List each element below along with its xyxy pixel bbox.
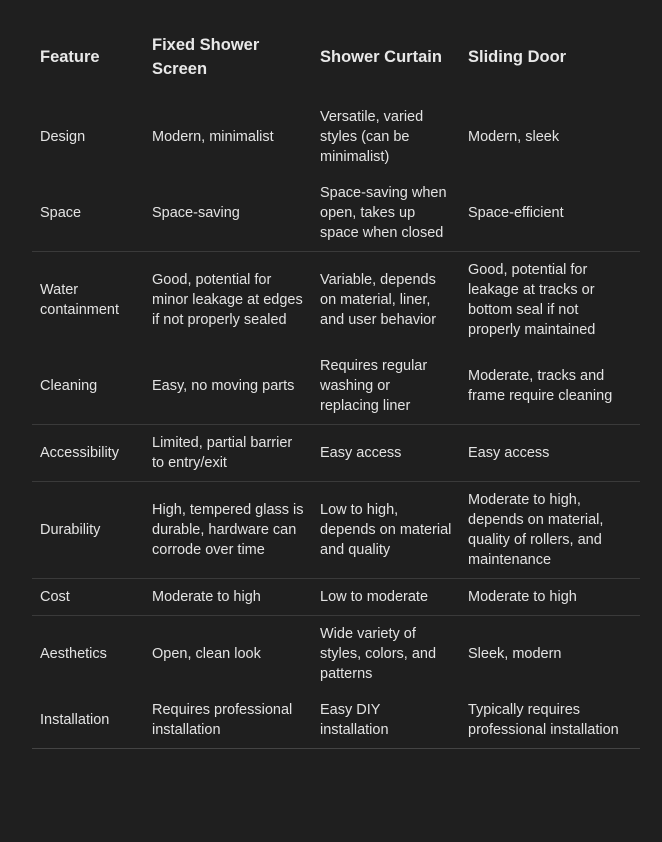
table-cell: Easy, no moving parts: [144, 348, 312, 425]
table-cell: Moderate to high: [460, 579, 640, 616]
row-label-cell: Cost: [32, 579, 144, 616]
table-cell: Open, clean look: [152, 646, 261, 662]
column-header-sliding-door: Sliding Door: [468, 48, 567, 66]
table-cell: Good, potential for minor leakage at edges if not properly sealed: [152, 272, 303, 328]
table-row: [32, 482, 640, 579]
row-label-cell: Space: [32, 175, 144, 252]
table-row: [32, 348, 640, 425]
row-label-cell: Accessibility: [32, 425, 144, 482]
comparison-table: [32, 22, 640, 749]
table-cell: Space-saving when open, takes up space when closed: [312, 175, 460, 252]
table-cell: Low to high, depends on material and quality: [312, 482, 460, 579]
table-cell: Space-saving: [144, 175, 312, 252]
row-label-cell: Cleaning: [32, 348, 144, 425]
table-cell: Moderate to high, depends on material, quality of rollers, and maintenance: [460, 482, 640, 579]
row-label-cell: Durability: [32, 482, 144, 579]
table-cell: Modern, sleek: [468, 129, 560, 145]
row-label-cell: Installation: [32, 692, 144, 749]
table-row: [32, 99, 640, 175]
table-cell: Modern, minimalist: [152, 129, 274, 145]
table-cell: Easy access: [312, 425, 460, 482]
table-cell: Space-efficient: [460, 175, 640, 252]
table-cell: Limited, partial barrier to entry/exit: [144, 425, 312, 482]
table-cell: Moderate to high: [144, 579, 312, 616]
table-cell: Wide variety of styles, colors, and patterns: [320, 626, 437, 682]
table-header-row: [32, 22, 640, 99]
table-cell: Requires professional installation: [144, 692, 312, 749]
table-cell: Moderate, tracks and frame require cleaning: [460, 348, 640, 425]
table-cell: Good, potential for leakage at tracks or bottom seal if not properly maintained: [468, 262, 596, 338]
table-cell: Variable, depends on material, liner, and user behavior: [320, 272, 437, 328]
table-cell: Easy access: [460, 425, 640, 482]
row-label-cell: Water containment: [40, 282, 119, 318]
column-header-fixed-shower-screen: Fixed Shower Screen: [152, 36, 260, 78]
row-label-cell: Design: [40, 129, 86, 145]
row-label-cell: Aesthetics: [40, 646, 107, 662]
table-row: [32, 425, 640, 482]
table-row: [32, 692, 640, 749]
column-header-feature: Feature: [40, 48, 100, 66]
table-cell: Typically requires professional installation: [460, 692, 640, 749]
table-cell: High, tempered glass is durable, hardware can corrode over time: [144, 482, 312, 579]
table-cell: Requires regular washing or replacing liner: [312, 348, 460, 425]
table-cell: Easy DIY installation: [312, 692, 460, 749]
table-row: [32, 616, 640, 693]
table-cell: Versatile, varied styles (can be minimalist): [320, 109, 424, 165]
table-cell: Sleek, modern: [468, 646, 562, 662]
column-header-shower-curtain: Shower Curtain: [320, 48, 442, 66]
table-row: [32, 175, 640, 252]
table-row: [32, 579, 640, 616]
table-row: [32, 252, 640, 349]
table-cell: Low to moderate: [312, 579, 460, 616]
comparison-table-container: [32, 22, 640, 749]
